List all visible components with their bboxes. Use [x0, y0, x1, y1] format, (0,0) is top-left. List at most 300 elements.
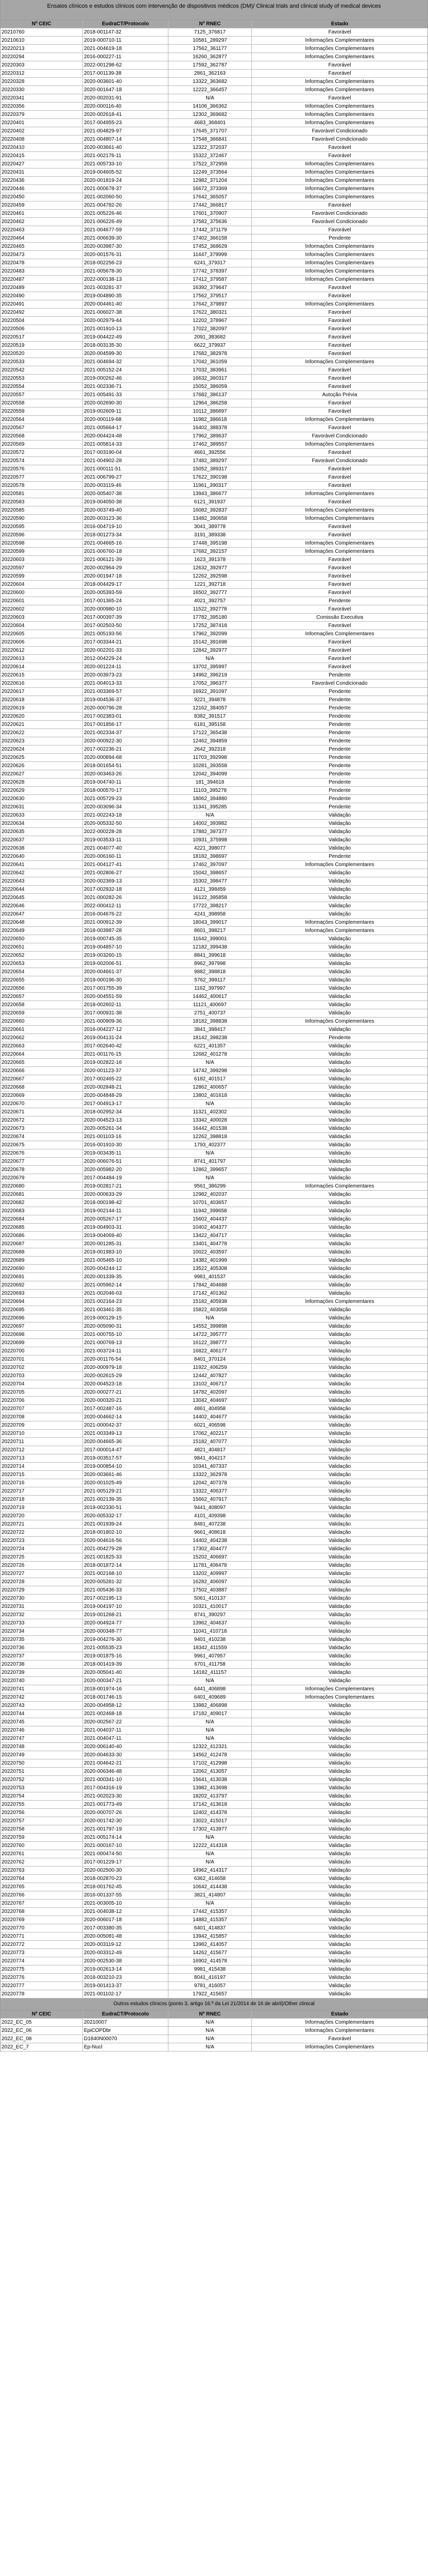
cell-eudract: 2020-003123-36	[83, 515, 168, 522]
table-row	[1, 383, 427, 391]
cell-rnec: 16282_406097	[168, 1578, 252, 1586]
cell-rnec: 17562_361177	[168, 45, 252, 53]
table-row	[1, 1619, 427, 1628]
cell-ceic: 20220303	[1, 61, 83, 69]
cell-rnec: 16402_388378	[168, 424, 252, 432]
cell-estado: Informações Complementares	[305, 87, 374, 93]
cell-eudract: 2017-001755-39	[83, 985, 168, 992]
cell-ceic: 20220737	[1, 1652, 83, 1660]
cell-rnec: 13982_414057	[168, 1941, 252, 1948]
cell-rnec: 8741_401797	[168, 1158, 252, 1165]
table-row	[1, 1603, 427, 1611]
cell-ceic: 20220604	[1, 622, 83, 630]
cell-estado: Pendente	[329, 747, 351, 752]
cell-estado: Informações Complementares	[305, 170, 374, 175]
cell-rnec: Nº RNEC	[168, 2010, 252, 2018]
cell-estado: Favorável Condicionado	[312, 137, 368, 142]
cell-eudract: 2020-004665-36	[83, 1438, 168, 1446]
cell-estado: Validação	[328, 1010, 351, 1016]
cell-eudract: 2017-000397-39	[83, 614, 168, 621]
table-row	[1, 37, 427, 45]
cell-ceic: 20220634	[1, 820, 83, 827]
cell-ceic: 20220757	[1, 1817, 83, 1825]
cell-eudract: 2018-001273-34	[83, 531, 168, 539]
table-row	[1, 53, 427, 61]
table-row	[1, 399, 427, 408]
table-row	[1, 704, 427, 713]
cell-rnec: 11942_399658	[168, 1207, 252, 1215]
cell-rnec: 13522_405308	[168, 1265, 252, 1273]
cell-eudract: 2019-004536-37	[83, 696, 168, 704]
table-row	[1, 1685, 427, 1693]
cell-eudract: 2021-004665-16	[83, 539, 168, 547]
cell-estado: Validação	[328, 1744, 351, 1750]
cell-eudract: 2021-004127-41	[83, 861, 168, 869]
cell-rnec: 11103_395278	[168, 787, 252, 794]
cell-ceic: 2022_EC_08	[1, 2035, 83, 2043]
cell-rnec: 4021_392757	[168, 597, 252, 605]
cell-rnec: 15322_372467	[168, 152, 252, 160]
cell-estado: Pendente	[329, 672, 351, 678]
table-row	[1, 1636, 427, 1644]
cell-ceic: 20220661	[1, 1026, 83, 1033]
cell-estado: Validação	[328, 1604, 351, 1609]
table-row	[1, 2027, 427, 2035]
cell-estado: Informações Complementares	[305, 260, 374, 266]
cell-rnec: 3841_398417	[168, 1026, 252, 1033]
table-row	[1, 910, 427, 919]
cell-ceic: 20220763	[1, 1867, 83, 1874]
cell-estado: Validação	[328, 1596, 351, 1601]
cell-eudract: 2019-000196-30	[83, 976, 168, 984]
table-row	[1, 1858, 427, 1867]
cell-estado: Validação	[328, 1192, 351, 1197]
cell-eudract: 2021-000167-10	[83, 1842, 168, 1850]
cell-eudract: 2020-000894-68	[83, 754, 168, 761]
cell-eudract: 2021-002243-18	[83, 811, 168, 819]
cell-eudract: 2021-005962-14	[83, 1281, 168, 1289]
cell-eudract: 2021-004619-18	[83, 45, 168, 53]
cell-estado: Validação	[328, 1216, 351, 1222]
cell-estado: Validação	[328, 1422, 351, 1428]
cell-eudract: 2020-003601-40	[83, 78, 168, 86]
cell-ceic: 20220724	[1, 1545, 83, 1553]
cell-rnec: 15302_398477	[168, 877, 252, 885]
cell-eudract: 2021-006226-49	[83, 218, 168, 226]
cell-estado: Informações Complementares	[305, 549, 374, 554]
table-row	[1, 1323, 427, 1331]
table-row	[1, 1018, 427, 1026]
cell-ceic: 20220450	[1, 193, 83, 201]
cell-ceic: 20220673	[1, 1125, 83, 1132]
cell-estado: Favorável	[328, 483, 351, 488]
cell-eudract: EpiCOPDbr	[83, 2027, 168, 2035]
table-row	[1, 968, 427, 976]
cell-ceic: 20220668	[1, 1083, 83, 1091]
cell-rnec: 10341_407337	[168, 1463, 252, 1470]
cell-estado: Favorável	[328, 367, 351, 373]
table-row	[1, 1331, 427, 1339]
table-row	[1, 1900, 427, 1908]
cell-rnec: 13322_362978	[168, 1471, 252, 1479]
cell-eudract: 2021-000769-13	[83, 1339, 168, 1347]
cell-rnec: 13342_400028	[168, 1116, 252, 1124]
cell-rnec: 15052_389317	[168, 465, 252, 473]
table-row	[1, 1050, 427, 1059]
cell-ceic: 20220568	[1, 432, 83, 440]
cell-ceic: 20220709	[1, 1421, 83, 1429]
cell-estado: Favorável	[328, 310, 351, 315]
cell-eudract: 2019-002144-11	[83, 1207, 168, 1215]
cell-ceic: 20220504	[1, 317, 83, 325]
table-row	[1, 745, 427, 754]
cell-eudract: 2020-004633-30	[83, 1751, 168, 1759]
table-row	[1, 1726, 427, 1735]
cell-eudract: 2020-000277-21	[83, 1388, 168, 1396]
cell-ceic: 20220652	[1, 952, 83, 959]
table-row	[1, 1215, 427, 1224]
cell-eudract: 2020-001576-31	[83, 251, 168, 259]
cell-ceic: 20220768	[1, 1908, 83, 1916]
table-row	[1, 1479, 427, 1487]
table-row	[1, 465, 427, 473]
cell-estado: Favorável	[328, 466, 351, 472]
table-row	[1, 1512, 427, 1520]
table-row	[1, 317, 427, 325]
cell-estado: Validação	[328, 1670, 351, 1675]
cell-rnec: 6241_379317	[168, 259, 252, 267]
table-row	[1, 655, 427, 663]
cell-rnec: 13422_404717	[168, 1232, 252, 1240]
cell-ceic: 20220621	[1, 721, 83, 728]
cell-eudract: 2022-000138-13	[83, 276, 168, 283]
table-row	[1, 1669, 427, 1677]
cell-estado: Validação	[328, 1109, 351, 1115]
table-row	[1, 680, 427, 688]
cell-eudract: 2021-004829-97	[83, 127, 168, 135]
cell-estado: Validação	[328, 911, 351, 917]
cell-estado: Validação	[328, 1546, 351, 1552]
cell-ceic: 20220564	[1, 416, 83, 423]
cell-ceic: 20220427	[1, 160, 83, 168]
table-row	[1, 564, 427, 572]
cell-eudract: 2019-004197-10	[83, 1603, 168, 1611]
cell-estado: Validação	[328, 1398, 351, 1403]
cell-rnec: 17462_397097	[168, 861, 252, 869]
cell-ceic: 20220770	[1, 1924, 83, 1932]
table-row	[1, 1553, 427, 1562]
table-row	[1, 787, 427, 795]
table-row	[1, 1430, 427, 1438]
other-table-header	[1, 2010, 427, 2019]
cell-eudract: 2017-000014-47	[83, 1446, 168, 1454]
cell-eudract: 2019-004069-40	[83, 1232, 168, 1240]
cell-estado: Validação	[328, 1332, 351, 1337]
table-row	[1, 572, 427, 581]
cell-rnec: 9981_415438	[168, 1965, 252, 1973]
cell-estado: Validação	[328, 812, 351, 818]
cell-eudract: 2019-004131-24	[83, 1034, 168, 1042]
cell-rnec: 12322_372037	[168, 144, 252, 151]
cell-eudract: 2021-001797-19	[83, 1825, 168, 1833]
table-row	[1, 1397, 427, 1405]
cell-rnec: 13401_404778	[168, 1240, 252, 1248]
table-row	[1, 506, 427, 515]
cell-rnec: 12042_394099	[168, 770, 252, 778]
cell-eudract: 2017-002640-42	[83, 1042, 168, 1050]
cell-ceic: 20220330	[1, 86, 83, 94]
cell-estado: Validação	[328, 1793, 351, 1799]
table-row	[1, 647, 427, 655]
cell-rnec: N/A	[168, 1834, 252, 1841]
cell-eudract: 2021-001102-17	[83, 1990, 168, 1998]
table-row	[1, 1529, 427, 1537]
cell-eudract: 2017-001139-38	[83, 70, 168, 77]
cell-rnec: N/A	[168, 1314, 252, 1322]
cell-rnec: N/A	[168, 1100, 252, 1108]
cell-rnec: 17122_365438	[168, 729, 252, 737]
cell-estado: Validação	[328, 1579, 351, 1585]
cell-rnec: 17052_396377	[168, 680, 252, 687]
cell-rnec: 4661_392556	[168, 449, 252, 456]
cell-eudract: 2019-002822-16	[83, 1059, 168, 1066]
cell-eudract: 2020-002530-38	[83, 1957, 168, 1965]
cell-eudract: 2020-003749-40	[83, 506, 168, 514]
cell-ceic: 20220294	[1, 53, 83, 61]
cell-ceic: 20220669	[1, 1092, 83, 1099]
cell-ceic: 20220713	[1, 1454, 83, 1462]
other-studies-title: Outros estudos clínicos (ponto 3, artigo 16.º da Lei 21/2014 de 16 de abril)/Other clinical	[1, 1998, 427, 2010]
table-row	[1, 177, 427, 185]
cell-rnec: 17302_413977	[168, 1825, 252, 1833]
cell-ceic: 20220739	[1, 1669, 83, 1676]
table-row	[1, 1240, 427, 1248]
cell-estado: Validação	[328, 1942, 351, 1947]
table-row	[1, 1578, 427, 1586]
cell-estado: Validação	[328, 1892, 351, 1898]
cell-rnec: 11321_402302	[168, 1108, 252, 1116]
cell-rnec: 17482_389297	[168, 457, 252, 465]
cell-rnec: 6401_414837	[168, 1924, 252, 1932]
cell-rnec: 17302_404477	[168, 1545, 252, 1553]
cell-ceic: 20220715	[1, 1471, 83, 1479]
cell-rnec: 14402_404677	[168, 1413, 252, 1421]
cell-eudract: 2017-003190-04	[83, 449, 168, 456]
cell-estado: Informações Complementares	[305, 920, 374, 925]
cell-ceic: 20220753	[1, 1784, 83, 1792]
cell-ceic: 20220758	[1, 1825, 83, 1833]
cell-estado: Validação	[328, 829, 351, 835]
cell-ceic: 20220635	[1, 828, 83, 836]
cell-estado: Validação	[328, 1736, 351, 1741]
cell-rnec: N/A	[168, 1718, 252, 1726]
cell-estado: Validação	[328, 1150, 351, 1156]
cell-estado: Pendente	[329, 755, 351, 760]
cell-estado: Validação	[328, 1653, 351, 1659]
cell-rnec: 17922_415657	[168, 1990, 252, 1998]
cell-rnec: 13962_404637	[168, 1619, 252, 1627]
cell-eudract: 2018-003987-28	[83, 927, 168, 935]
cell-estado: Pendente	[329, 235, 351, 241]
cell-estado: Favorável	[328, 664, 351, 670]
cell-estado: Validação	[328, 1612, 351, 1618]
table-row	[1, 1570, 427, 1578]
cell-rnec: N/A	[168, 1858, 252, 1866]
cell-rnec: 12862_399657	[168, 1166, 252, 1174]
cell-ceic: 20220603	[1, 556, 83, 564]
cell-estado: Validação	[328, 1703, 351, 1708]
cell-rnec: 8041_416197	[168, 1974, 252, 1981]
cell-eudract: 2019-004903-31	[83, 1224, 168, 1231]
table-row	[1, 960, 427, 968]
table-row	[1, 1586, 427, 1595]
table-row	[1, 548, 427, 556]
cell-eudract: 2019-004050-38	[83, 498, 168, 506]
cell-estado: Validação	[328, 1052, 351, 1057]
cell-eudract: 2019-004857-10	[83, 943, 168, 951]
cell-ceic: 20220684	[1, 1215, 83, 1223]
cell-rnec: 3821_414807	[168, 1891, 252, 1899]
table-row	[1, 1339, 427, 1347]
table-row	[1, 2019, 427, 2027]
cell-rnec: 13802_401618	[168, 1092, 252, 1099]
cell-rnec: 13982_406898	[168, 1702, 252, 1709]
cell-ceic: 20220712	[1, 1446, 83, 1454]
cell-ceic: 20220567	[1, 424, 83, 432]
cell-rnec: 13482_390658	[168, 515, 252, 522]
table-row	[1, 185, 427, 193]
cell-eudract: 2017-002503-50	[83, 622, 168, 630]
cell-estado: Validação	[328, 1826, 351, 1832]
cell-estado: Informações Complementares	[305, 359, 374, 365]
table-row	[1, 366, 427, 375]
cell-eudract: 2020-001339-35	[83, 1273, 168, 1281]
cell-rnec: 13102_406717	[168, 1380, 252, 1388]
cell-rnec: 11041_410718	[168, 1628, 252, 1635]
cell-estado: Validação	[328, 1068, 351, 1074]
table-row	[1, 622, 427, 630]
cell-ceic: 20220693	[1, 1290, 83, 1297]
cell-estado: Validação	[328, 1818, 351, 1824]
cell-estado: Informações Complementares	[305, 54, 374, 60]
cell-rnec: 14722_395777	[168, 1331, 252, 1338]
cell-ceic: 20220680	[1, 1182, 83, 1190]
cell-rnec: N/A	[168, 811, 252, 819]
cell-ceic: 20220725	[1, 1553, 83, 1561]
cell-eudract: 2020-001176-54	[83, 1355, 168, 1363]
table-row	[1, 1438, 427, 1446]
cell-ceic: 20220676	[1, 1149, 83, 1157]
cell-ceic: 20220749	[1, 1751, 83, 1759]
cell-ceic: 20220721	[1, 1520, 83, 1528]
cell-rnec: 12182_399438	[168, 943, 252, 951]
table-row	[1, 531, 427, 539]
cell-ceic: 20220747	[1, 1735, 83, 1742]
cell-estado: Validação	[328, 1274, 351, 1280]
cell-estado: Pendente	[329, 779, 351, 785]
table-row	[1, 729, 427, 737]
table-row	[1, 1834, 427, 1842]
cell-estado: Comissão Executiva	[316, 615, 363, 620]
cell-estado: Informações Complementares	[305, 277, 374, 282]
cell-rnec: 12162_384057	[168, 704, 252, 712]
cell-ceic: 20220764	[1, 1875, 83, 1883]
cell-eudract: 2021-006639-30	[83, 234, 168, 242]
cell-eudract: 2017-003344-21	[83, 638, 168, 646]
cell-eudract: 2021-004782-26	[83, 201, 168, 209]
cell-eudract: 2020-004523-13	[83, 1116, 168, 1124]
cell-rnec: 17782_395180	[168, 614, 252, 621]
cell-ceic: 20220655	[1, 976, 83, 984]
cell-eudract: 2021-004642-21	[83, 1759, 168, 1767]
cell-rnec: 12062_413057	[168, 1768, 252, 1775]
table-row	[1, 1595, 427, 1603]
cell-estado: Validação	[328, 1348, 351, 1354]
cell-ceic: 20220756	[1, 1809, 83, 1817]
cell-rnec: 15052_386059	[168, 383, 252, 391]
table-row	[1, 737, 427, 745]
cell-ceic: 20220717	[1, 1487, 83, 1495]
cell-eudract: 2021-006027-38	[83, 309, 168, 316]
cell-rnec: 9221_394878	[168, 696, 252, 704]
cell-rnec: N/A	[168, 1850, 252, 1858]
cell-rnec: 1162_397997	[168, 985, 252, 992]
cell-ceic: 20220554	[1, 383, 83, 391]
cell-eudract: 20210007	[83, 2019, 168, 2026]
cell-ceic: 20220731	[1, 1603, 83, 1611]
cell-estado: Favorável	[328, 573, 351, 579]
cell-rnec: 14382_401999	[168, 1257, 252, 1264]
cell-eudract: 2019-004276-30	[83, 1636, 168, 1643]
cell-estado: Validação	[328, 1901, 351, 1906]
table-row	[1, 243, 427, 251]
cell-rnec: 9841_404217	[168, 1454, 252, 1462]
cell-estado: Validação	[328, 1777, 351, 1783]
cell-rnec: 12442_407827	[168, 1372, 252, 1380]
cell-eudract: 2021-005152-24	[83, 366, 168, 374]
cell-ceic: 20220762	[1, 1858, 83, 1866]
table-row	[1, 342, 427, 350]
cell-estado: Validação	[328, 1760, 351, 1766]
cell-ceic: 20220686	[1, 1232, 83, 1240]
cell-estado: Favorável	[328, 384, 351, 389]
cell-eudract: 2019-004605-52	[83, 168, 168, 176]
table-row	[1, 2043, 427, 2052]
cell-ceic: 20220436	[1, 177, 83, 184]
cell-rnec: 17182_409017	[168, 1710, 252, 1718]
cell-eudract: 2021-005174-14	[83, 1834, 168, 1841]
cell-ceic: 20220707	[1, 1405, 83, 1413]
cell-eudract: 2020-004848-29	[83, 1092, 168, 1099]
cell-eudract: 2020-002567-22	[83, 1718, 168, 1726]
cell-rnec: 14882_415357	[168, 1916, 252, 1924]
cell-ceic: 20220644	[1, 886, 83, 893]
cell-rnec: 10931_375998	[168, 836, 252, 844]
cell-rnec: 17682_382978	[168, 350, 252, 358]
cell-rnec: 18043_399017	[168, 919, 252, 926]
cell-ceic: 20220622	[1, 729, 83, 737]
cell-rnec: 12249_373564	[168, 168, 252, 176]
cell-estado: Validação	[328, 837, 351, 843]
cell-estado: Favorável	[328, 623, 351, 629]
cell-rnec: 17722_398217	[168, 902, 252, 910]
cell-ceic: 20220692	[1, 1281, 83, 1289]
table-row	[1, 86, 427, 94]
cell-ceic: 20220774	[1, 1957, 83, 1965]
table-row	[1, 1718, 427, 1726]
cell-ceic: 20220569	[1, 440, 83, 448]
cell-eudract: 2020-003119-46	[83, 482, 168, 489]
